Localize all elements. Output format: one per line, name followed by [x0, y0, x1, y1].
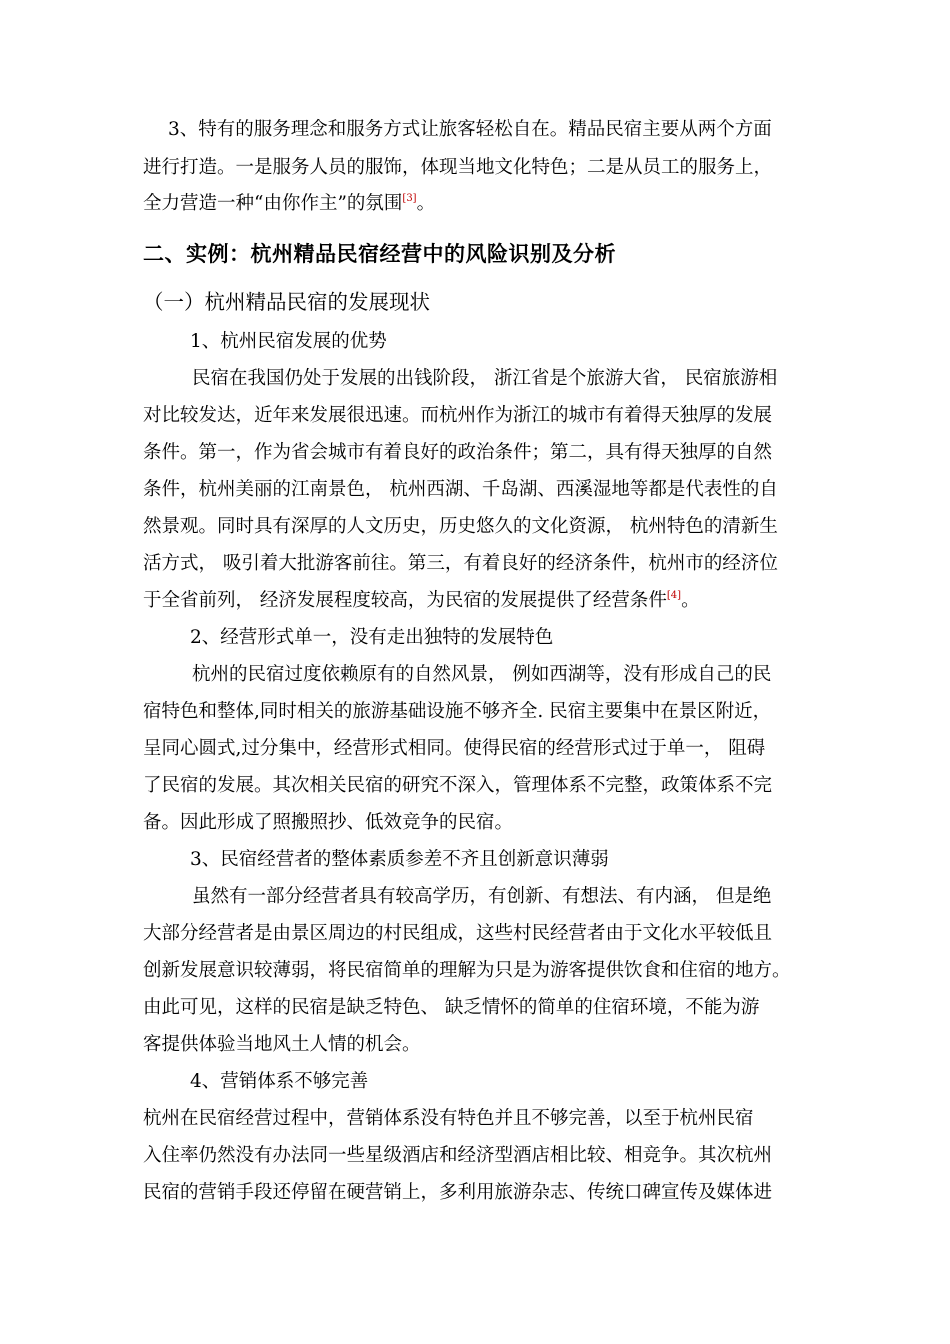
paragraph-line: 杭州在民宿经营过程中，营销体系没有特色并且不够完善，以至于杭州民宿	[143, 1108, 754, 1129]
paragraph-end: 。	[681, 590, 700, 611]
subsection-heading: （一）杭州精品民宿的发展现状	[143, 290, 430, 314]
paragraph-line: 民宿在我国仍处于发展的出钱阶段， 浙江省是个旅游大省， 民宿旅游相	[192, 368, 778, 389]
paragraph-line: 对比较发达，近年来发展很迅速。而杭州作为浙江的城市有着得天独厚的发展	[143, 405, 773, 426]
citation-ref[interactable]: [4]	[666, 590, 682, 601]
paragraph-line: 备。因此形成了照搬照抄、低效竞争的民宿。	[143, 812, 514, 833]
paragraph-line: 由此可见，这样的民宿是缺乏特色、 缺乏情怀的简单的住宿环境，不能为游	[143, 997, 760, 1018]
item-heading: 3、民宿经营者的整体素质参差不齐且创新意识薄弱	[190, 849, 609, 870]
paragraph-line: 入住率仍然没有办法同一些星级酒店和经济型酒店相比较、相竞争。其次杭州	[143, 1145, 773, 1166]
paragraph-line: 条件，杭州美丽的江南景色， 杭州西湖、千岛湖、西溪湿地等都是代表性的自	[143, 479, 778, 500]
paragraph-line: 客提供体验当地风土人情的机会。	[143, 1034, 421, 1055]
citation-ref[interactable]: [3]	[402, 193, 417, 204]
paragraph-line: 创新发展意识较薄弱，将民宿简单的理解为只是为游客提供饮食和住宿的地方。	[143, 960, 791, 981]
paragraph-text: 全力营造一种“由你作主”的氛围	[143, 193, 403, 214]
paragraph-line: 民宿的营销手段还停留在硬营销上，多利用旅游杂志、传统口碑宣传及媒体进	[143, 1182, 773, 1203]
paragraph-end: 。	[416, 193, 436, 214]
paragraph-line: 了民宿的发展。其次相关民宿的研究不深入，管理体系不完整，政策体系不完	[143, 775, 773, 796]
paragraph-line: 进行打造。一是服务人员的服饰，体现当地文化特色；二是从员工的服务上，	[143, 157, 773, 178]
paragraph-line: 大部分经营者是由景区周边的村民组成，这些村民经营者由于文化水平较低且	[143, 923, 773, 944]
paragraph-line: 然景观。同时具有深厚的人文历史，历史悠久的文化资源， 杭州特色的清新生	[143, 516, 778, 537]
section-heading: 二、实例：杭州精品民宿经营中的风险识别及分析	[143, 241, 616, 266]
item-heading: 1、杭州民宿发展的优势	[190, 331, 387, 352]
paragraph-line	[143, 191, 813, 217]
paragraph-line: 杭州的民宿过度依赖原有的自然风景， 例如西湖等，没有形成自己的民	[192, 664, 772, 685]
item-heading: 2、经营形式单一，没有走出独特的发展特色	[190, 627, 554, 648]
paragraph-line	[143, 588, 813, 614]
paragraph-line: 3、特有的服务理念和服务方式让旅客轻松自在。精品民宿主要从两个方面	[168, 119, 772, 140]
paragraph-text: 于全省前列， 经济发展程度较高，为民宿的发展提供了经营条件	[143, 590, 667, 611]
item-heading: 4、营销体系不够完善	[190, 1071, 369, 1092]
paragraph-line: 呈同心圆式,过分集中，经营形式相同。使得民宿的经营形式过于单一， 阻碍	[143, 738, 766, 759]
paragraph-line: 条件。第一，作为省会城市有着良好的政治条件；第二，具有得天独厚的自然	[143, 442, 773, 463]
paragraph-line: 虽然有一部分经营者具有较高学历，有创新、有想法、有内涵， 但是绝	[192, 886, 772, 907]
paragraph-line: 宿特色和整体,同时相关的旅游基础设施不够齐全. 民宿主要集中在景区附近，	[143, 701, 772, 722]
paragraph-line: 活方式， 吸引着大批游客前往。第三，有着良好的经济条件，杭州市的经济位	[143, 553, 778, 574]
